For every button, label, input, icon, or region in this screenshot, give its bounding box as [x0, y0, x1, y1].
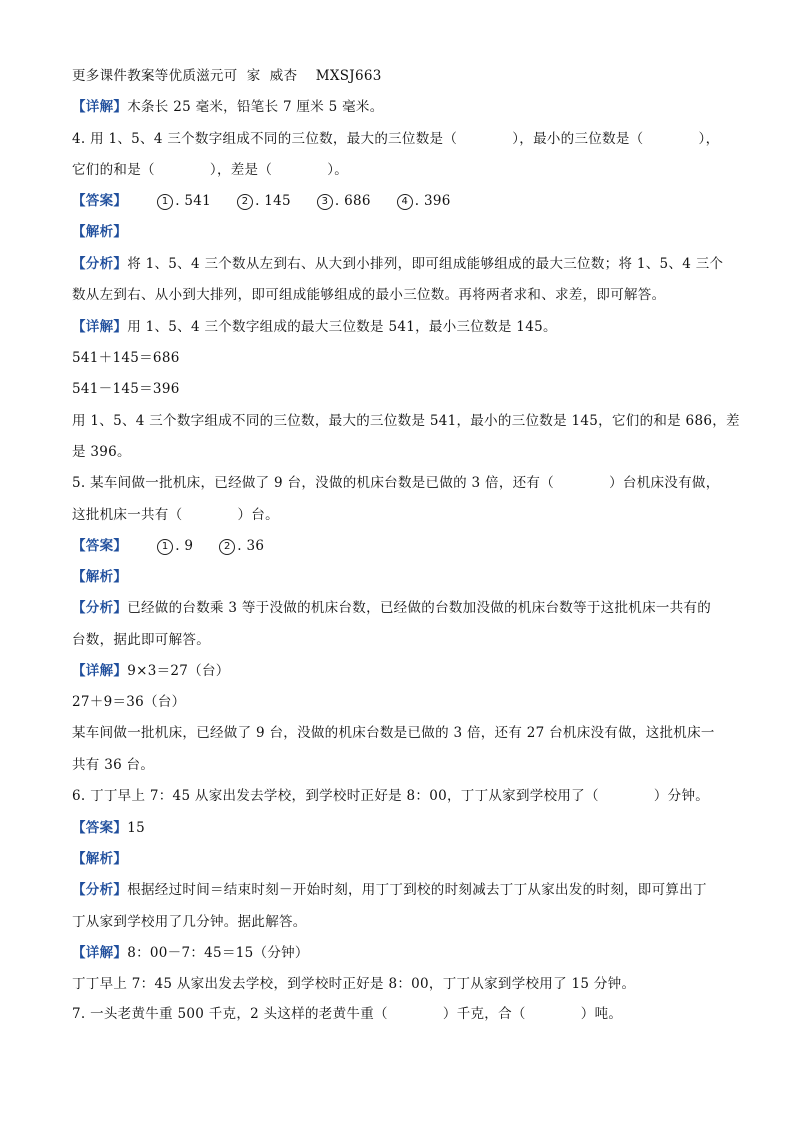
answer-value: . 686 [334, 193, 371, 209]
answer-number-circle: 4 [397, 194, 413, 210]
text-line [72, 661, 230, 681]
text-line [72, 379, 180, 399]
line-text: 15 [127, 820, 145, 836]
line-text: 541－145＝396 [72, 381, 180, 397]
text-line [72, 974, 635, 994]
line-text: 27＋9＝36（台） [72, 694, 186, 710]
text-line [72, 943, 309, 963]
section-tag: 【答案】 [72, 538, 128, 554]
section-tag: 【分析】 [72, 256, 128, 272]
answer-number-circle: 2 [237, 194, 253, 210]
line-text: 7. 一头老黄牛重 500 千克，2 头这样的老黄牛重（ ）千克，合（ ）吨。 [72, 1006, 623, 1022]
text-line [72, 348, 180, 368]
text-line [72, 473, 720, 493]
text-line [72, 97, 384, 117]
text-line [72, 129, 719, 149]
text-line [72, 786, 709, 806]
line-text: 将 1、5、4 三个数从左到右、从大到小排列，即可组成能够组成的最大三位数；将 1、5、4 三个 [127, 256, 724, 272]
section-tag: 【详解】 [72, 945, 128, 961]
text-line [72, 630, 210, 650]
line-text: 541＋145＝686 [72, 350, 180, 366]
line-text: 丁丁早上 7：45 从家出发去学校，到学校时正好是 8：00，丁丁从家到学校用了 15 分钟。 [72, 976, 636, 992]
text-line [72, 1004, 622, 1024]
answer-value: . 36 [237, 538, 265, 554]
section-tag: 【答案】 [72, 820, 128, 836]
text-line [72, 285, 665, 305]
line-text: 数从左到右、从小到大排列，即可组成能够组成的最小三位数。再将两者求和、求差，即可解答。 [72, 287, 666, 303]
line-text: 这批机床一共有（ ）台。 [72, 507, 279, 523]
section-tag: 【解析】 [72, 851, 128, 867]
text-line [72, 411, 740, 431]
text-line [72, 849, 127, 869]
answer-value: . 541 [175, 193, 212, 209]
line-text: 已经做的台数乘 3 等于没做的机床台数，已经做的台数加没做的机床台数等于这批机床一共有的 [127, 600, 712, 616]
answer-value: . 9 [175, 538, 194, 554]
answer-value: . 145 [255, 193, 291, 209]
line-text: 5. 某车间做一批机床，已经做了 9 台，没做的机床台数是已做的 3 倍，还有（ ）台机床没有做， [72, 475, 720, 491]
section-tag: 【分析】 [72, 600, 128, 616]
text-line [72, 160, 348, 180]
line-text: 4. 用 1、5、4 三个数字组成不同的三位数，最大的三位数是（ ），最小的三位数是（ ）， [72, 131, 720, 147]
section-tag: 【详解】 [72, 99, 128, 115]
text-line [72, 818, 145, 838]
section-tag: 【答案】 [72, 193, 128, 209]
answer-list [157, 191, 476, 211]
text-line [72, 912, 307, 932]
line-text: 根据经过时间＝结束时刻－开始时刻，用丁丁到校的时刻减去丁丁从家出发的时刻，即可算出丁 [127, 882, 707, 898]
text-line [72, 723, 715, 743]
section-tag: 【解析】 [72, 224, 128, 240]
text-line [72, 755, 154, 775]
section-tag: 【分析】 [72, 882, 128, 898]
text-line [72, 692, 185, 712]
answer-number-circle: 2 [219, 539, 235, 555]
answer-number-circle: 1 [157, 194, 173, 210]
text-line [72, 191, 477, 211]
text-line [72, 536, 290, 556]
text-line [72, 442, 131, 462]
text-line [72, 254, 723, 274]
line-text: 丁从家到学校用了几分钟。据此解答。 [72, 914, 307, 930]
line-text: 它们的和是（ ），差是（ ）。 [72, 162, 349, 178]
line-text: 台数，据此即可解答。 [72, 632, 210, 648]
line-text: 是 396。 [72, 444, 131, 460]
text-line [72, 505, 279, 525]
text-line [72, 317, 557, 337]
text-line [72, 222, 127, 242]
answer-number-circle: 1 [157, 539, 173, 555]
line-text: 6. 丁丁早上 7：45 从家出发去学校，到学校时正好是 8：00，丁丁从家到学校用了（ ）分钟。 [72, 788, 710, 804]
line-text: 用 1、5、4 三个数字组成不同的三位数，最大的三位数是 541，最小的三位数是 145，它们的和是 686，差 [72, 413, 740, 429]
section-tag: 【详解】 [72, 663, 128, 679]
line-text: 木条长 25 毫米，铅笔长 7 厘米 5 毫米。 [127, 99, 384, 115]
answer-list [157, 536, 290, 556]
line-text: 8：00－7：45＝15（分钟） [127, 945, 309, 961]
line-text: 共有 36 台。 [72, 757, 155, 773]
page-header: 更多课件教案等优质滋元可 家 威杏 MXSJ663 [72, 68, 382, 84]
text-line [72, 598, 711, 618]
answer-value: . 396 [414, 193, 451, 209]
answer-number-circle: 3 [317, 194, 333, 210]
text-line [72, 880, 707, 900]
line-text: 9×3＝27（台） [127, 663, 230, 679]
section-tag: 【解析】 [72, 569, 128, 585]
section-tag: 【详解】 [72, 319, 128, 335]
text-line [72, 567, 127, 587]
line-text: 某车间做一批机床，已经做了 9 台，没做的机床台数是已做的 3 倍，还有 27 台机床没有做，这批机床一 [72, 725, 715, 741]
line-text: 用 1、5、4 三个数字组成的最大三位数是 541，最小三位数是 145。 [127, 319, 557, 335]
